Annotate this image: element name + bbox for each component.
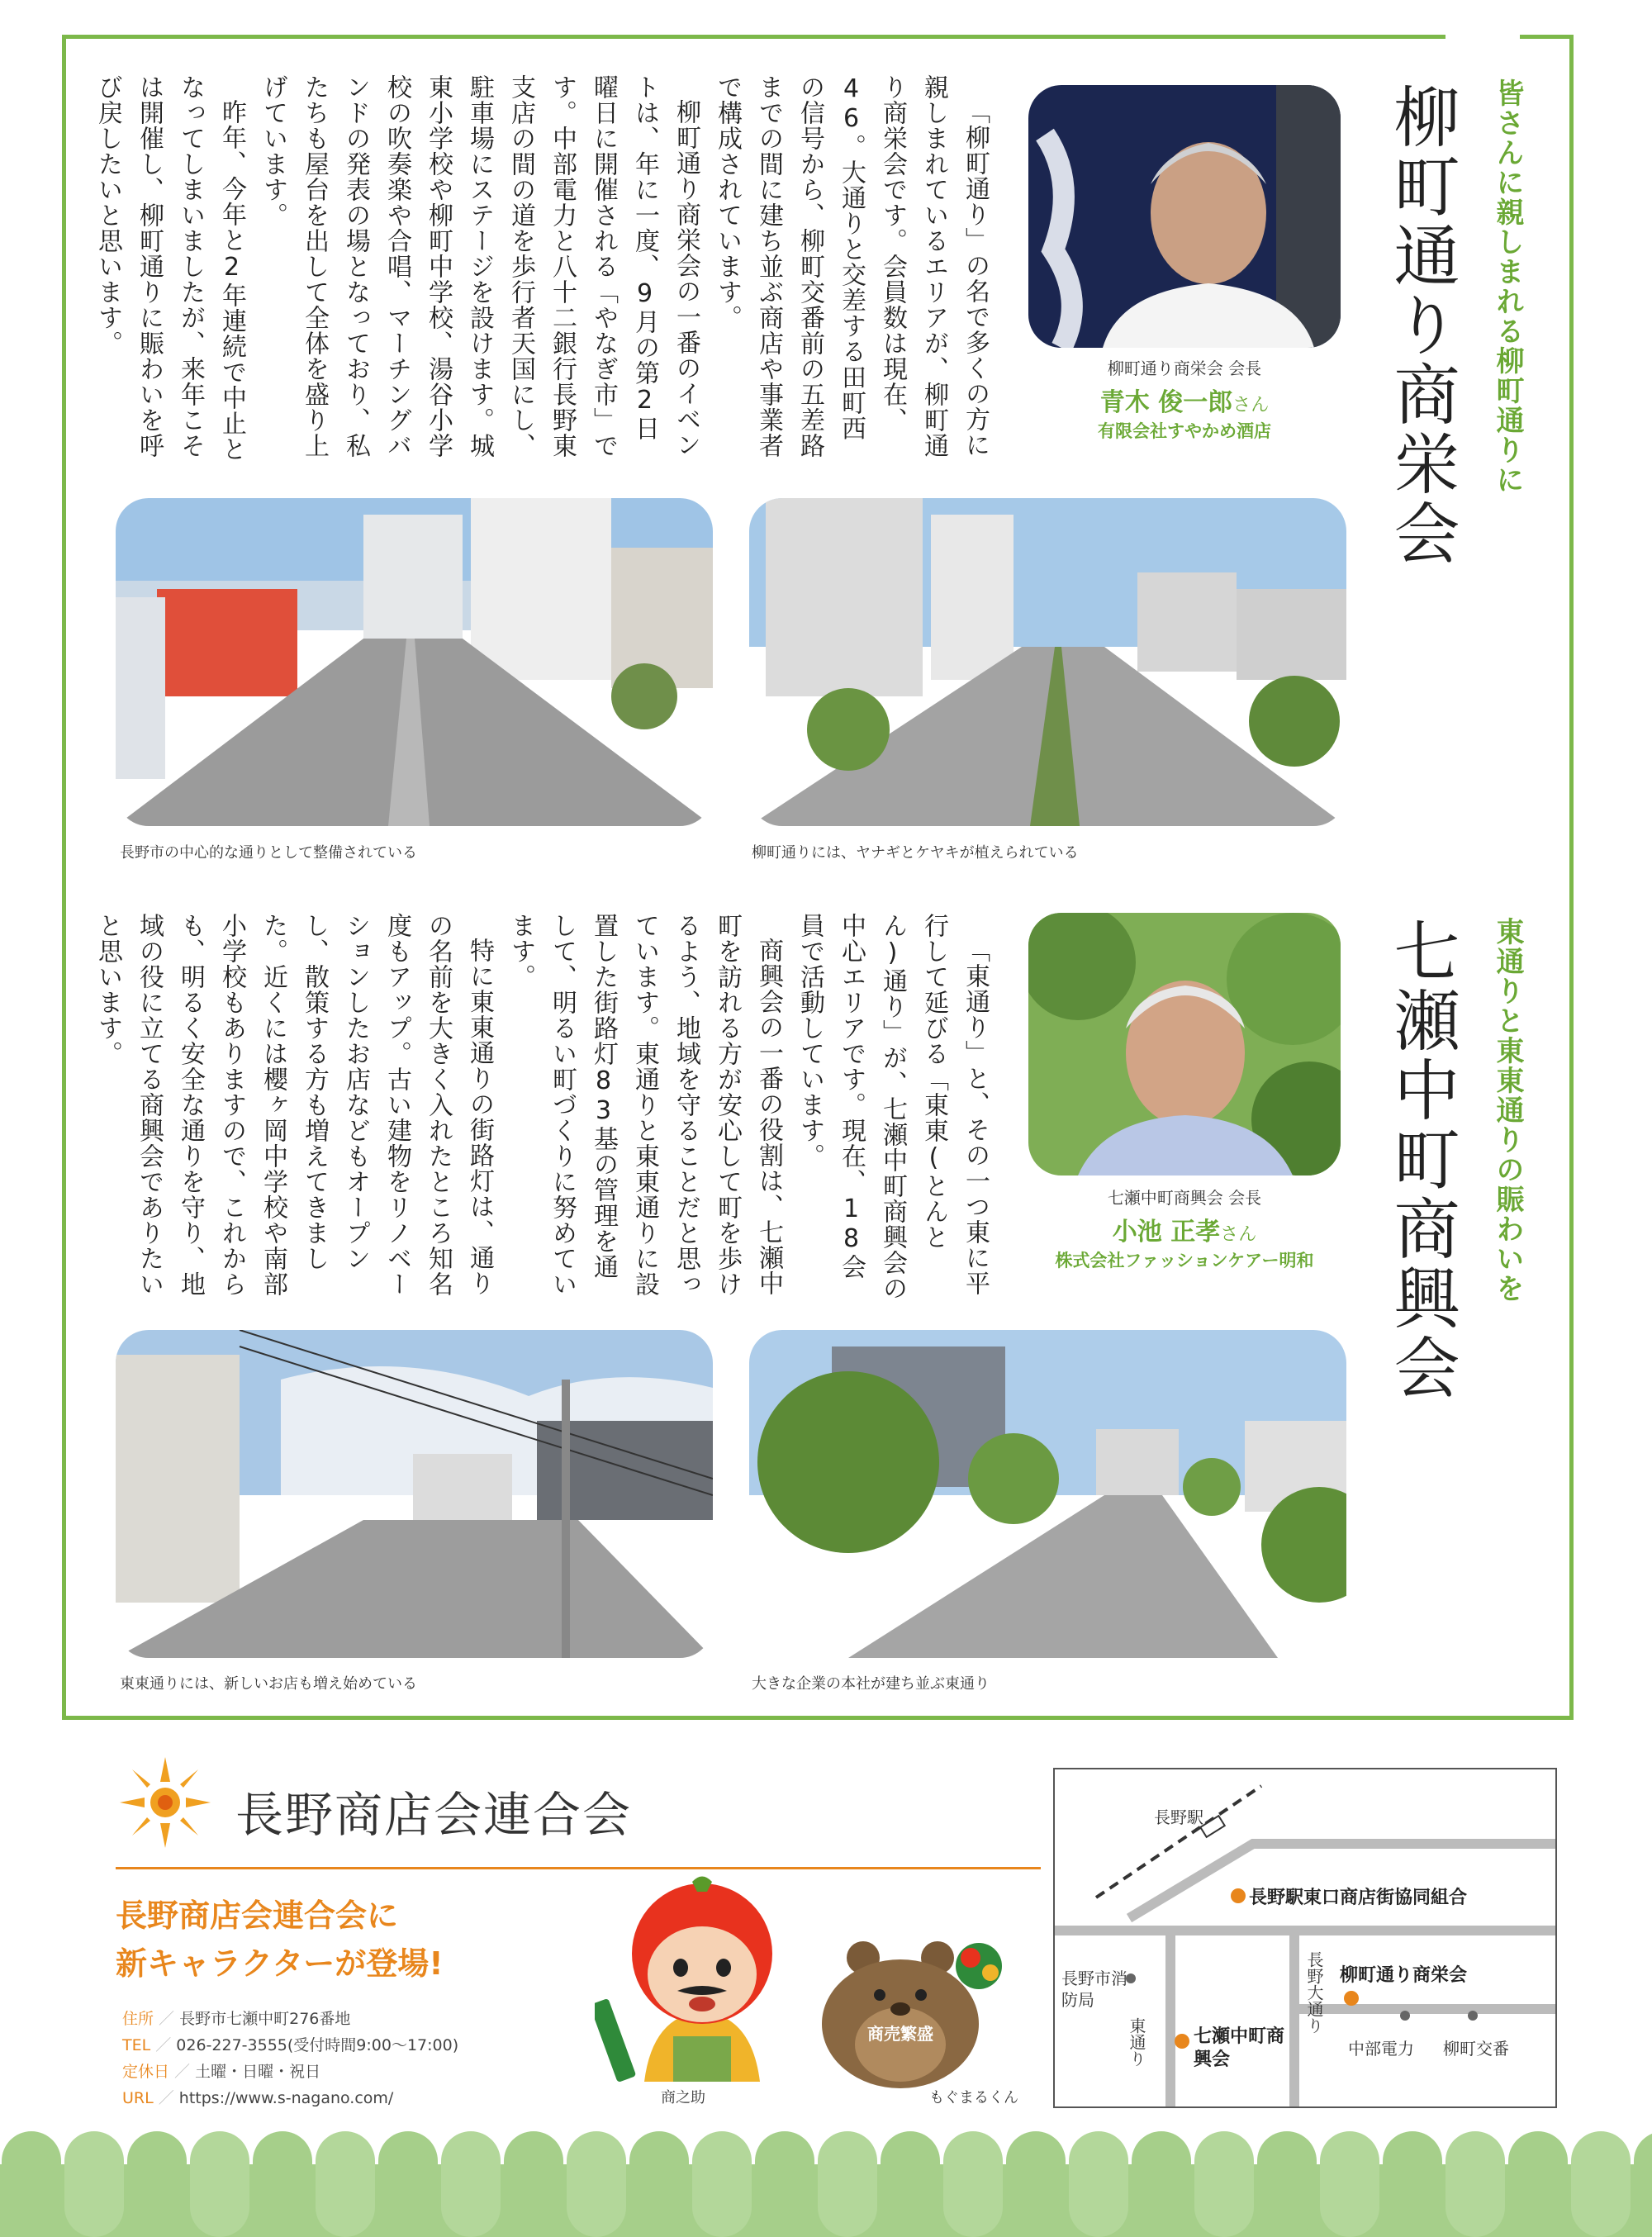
section2-title: 七瀬中町商興会	[1383, 917, 1460, 1403]
headline-line-1: 長野商店会連合会に	[116, 1897, 399, 1934]
section2-paragraph: 特に東東通りの街路灯は、通りの名前を大きく入れたところ知名度もアップ。古い建物をリノベーションしたお店などもオープンし、散策する方も増えてきました。近くには櫻ヶ岡中学校や南部小学校もありますので、これからも、明るく安全な通りを守り、地域の役に立てる商興会でありたいと思います。	[93, 913, 494, 1297]
mogumaru-belly-text: 商売繁盛	[867, 2024, 933, 2044]
portrait-koike	[1028, 913, 1341, 1175]
section2-body	[93, 913, 995, 1301]
map-dot-chubu	[1400, 2011, 1410, 2021]
mogumaru-label: もぐまるくん	[929, 2089, 1018, 2106]
aoki-company: 有限会社すやかめ酒店	[1098, 421, 1271, 441]
aoki-name: 青木 俊一郎さん	[1099, 388, 1270, 417]
koike-role: 七瀬中町商興会 会長	[1107, 1188, 1262, 1208]
map-dot-nanase	[1175, 2034, 1189, 2049]
map-label-chubu: 中部電力	[1348, 2039, 1414, 2059]
section1-paragraph: 柳町通り商栄会の一番のイベントは、年に一度、9月の第2日曜日に開催される「やなぎ市」です。中部電力と八十二銀行長野東支店の間の道を歩行者天国にし、駐車場にステージを設けます。城東小学校や柳町中学校、湯谷小学校の吹奏楽や合唱、マーチングバンドの発表の場となっており、私たちも屋台を出して全体を盛り上げています。	[259, 74, 700, 458]
info-url[interactable]: URL ／ https://www.s-nagano.com/	[122, 2089, 394, 2107]
frame-notch	[1446, 25, 1520, 50]
section2-subtitle: 東通りと東東通りの賑わいを	[1491, 917, 1524, 1304]
info-address: 住所 ／ 長野市七瀬中町276番地	[122, 2010, 351, 2028]
map-label-station: 長野駅	[1154, 1807, 1203, 1827]
portrait-aoki	[1028, 85, 1341, 348]
mogumaru-character-icon	[814, 1925, 1012, 2090]
info-tel: TEL ／ 026-227-3555(受付時間9:00〜17:00)	[122, 2036, 459, 2054]
sun-logo-icon	[116, 1753, 215, 1852]
area-map	[1053, 1768, 1557, 2108]
photo-tonton-street	[116, 1330, 713, 1658]
scalloped-footer-border	[0, 2131, 1652, 2237]
map-label-fire-station: 長野市消防局	[1061, 1969, 1127, 2010]
caption-photo-3: 東東通りには、新しいお店も増え始めている	[120, 1675, 417, 1693]
section2-paragraph: 「東通り」と、その一つ東に平行して延びる「東東(とんとん)通り」が、七瀬中町商興会の中心エリアです。現在、18会員で活動しています。	[795, 913, 990, 1301]
section2-paragraph: 商興会の一番の役割は、七瀬中町を訪れる方が安心して町を歩けるよう、地域を守ることだと思っています。東通りと東東通りに設置した街路灯83基の管理を通して、明るい町づくりに努めています。	[506, 913, 783, 1297]
contact-info	[122, 2006, 618, 2111]
map-label-nanase: 七瀬中町商興会	[1194, 2026, 1285, 2070]
shonosuke-label: 商之助	[661, 2089, 705, 2106]
caption-photo-1: 長野市の中心的な通りとして整備されている	[120, 844, 417, 862]
shonosuke-character-icon	[595, 1875, 809, 2082]
section1-subtitle: 皆さんに親しまれる柳町通りに	[1491, 78, 1524, 495]
footer-divider	[116, 1867, 1041, 1869]
map-dot-east-exit	[1231, 1888, 1246, 1903]
photo-higashi-street	[749, 1330, 1346, 1658]
photo-yanagimachi-street-1	[116, 498, 713, 826]
photo-yanagimachi-street-2	[749, 498, 1346, 826]
section1-paragraph: 昨年、今年と2年連続で中止となってしまいましたが、来年こそは開催し、柳町通りに賑わいを呼び戻したいと思います。	[93, 74, 246, 462]
map-label-higashi-dori: 東通り	[1127, 2017, 1146, 2067]
map-dot-koban	[1468, 2011, 1478, 2021]
caption-photo-4: 大きな企業の本社が建ち並ぶ東通り	[752, 1675, 990, 1693]
map-label-east-exit: 長野駅東口商店街協同組合	[1249, 1888, 1468, 1908]
org-name: 長野商店会連合会	[235, 1787, 633, 1843]
koike-name: 小池 正孝さん	[1112, 1218, 1257, 1247]
koike-company: 株式会社ファッションケアー明和	[1055, 1251, 1314, 1270]
map-label-yanagimachi: 柳町通り商栄会	[1340, 1965, 1468, 1986]
map-label-koban: 柳町交番	[1443, 2039, 1509, 2059]
headline-line-2: 新キャラクターが登場!	[116, 1945, 444, 1982]
shonosuke-sash-text: 長野商店会連合会	[573, 1929, 586, 2021]
section1-body	[93, 74, 995, 463]
info-holiday: 定休日 ／ 土曜・日曜・祝日	[122, 2063, 321, 2081]
section1-title: 柳町通り商栄会	[1383, 83, 1460, 568]
section1-paragraph: 「柳町通り」の名で多くの方に親しまれているエリアが、柳町通り商栄会です。会員数は現在、46。大通りと交差する田町西の信号から、柳町交番前の五差路までの間に建ち並ぶ商店や事業者で構成されています。	[713, 74, 990, 458]
aoki-role: 柳町通り商栄会 会長	[1107, 359, 1262, 378]
caption-photo-2: 柳町通りには、ヤナギとケヤキが植えられている	[752, 844, 1079, 862]
map-label-nagano-odori: 長野大通り	[1304, 1951, 1324, 2034]
map-dot-yanagimachi	[1344, 1991, 1359, 2006]
